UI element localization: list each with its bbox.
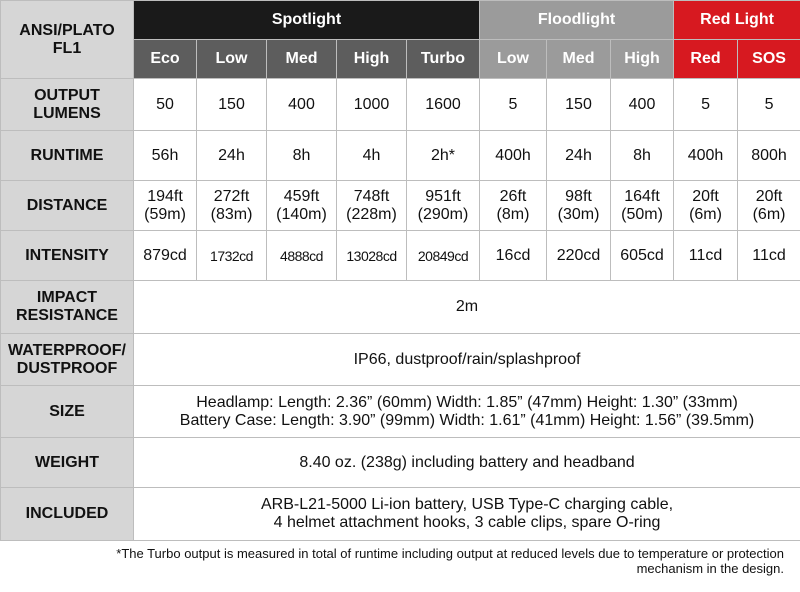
row-label-distance: DISTANCE	[1, 181, 134, 231]
distance-cell	[480, 181, 547, 231]
intensity-cell: 220cd	[547, 231, 611, 281]
waterproof-value: IP66, dustproof/rain/splashproof	[134, 334, 800, 386]
row-label-waterproof-line1: WATERPROOF/	[8, 341, 126, 359]
row-label-output-line2: LUMENS	[33, 104, 101, 122]
distance-ft: 748ft	[353, 187, 390, 205]
output-cell: 400	[611, 79, 674, 131]
output-cell: 5	[674, 79, 738, 131]
row-label-impact-line1: IMPACT	[36, 289, 98, 306]
distance-ft: 98ft	[565, 187, 592, 205]
distance-m: (6m)	[689, 205, 722, 223]
header-group-row	[1, 1, 800, 40]
intensity-cell: 16cd	[480, 231, 547, 281]
output-cell: 150	[197, 79, 267, 131]
distance-ft: 26ft	[499, 187, 527, 205]
standard-label-line2: FL1	[52, 39, 82, 57]
runtime-cell: 24h	[547, 131, 611, 181]
row-label-impact-line2: RESISTANCE	[16, 307, 118, 324]
intensity-cell: 879cd	[134, 231, 197, 281]
impact-value: 2m	[134, 281, 800, 334]
intensity-cell: 13028cd	[337, 231, 407, 281]
intensity-cell: 20849cd	[407, 231, 480, 281]
group-red-light: Red Light	[674, 1, 800, 40]
included-line2: 4 helmet attachment hooks, 3 cable clips, spare O-ring	[273, 514, 661, 531]
distance-ft: 20ft	[755, 187, 783, 205]
group-spotlight: Spotlight	[134, 1, 480, 40]
standard-label	[1, 1, 134, 79]
row-distance	[1, 181, 800, 231]
output-cell: 1600	[407, 79, 480, 131]
intensity-cell: 4888cd	[267, 231, 337, 281]
runtime-cell: 4h	[337, 131, 407, 181]
runtime-cell: 800h	[738, 131, 800, 181]
distance-ft: 272ft	[213, 187, 250, 205]
distance-cell	[738, 181, 800, 231]
distance-cell	[611, 181, 674, 231]
weight-value: 8.40 oz. (238g) including battery and headband	[134, 438, 800, 488]
group-floodlight: Floodlight	[480, 1, 674, 40]
output-cell: 5	[738, 79, 800, 131]
row-label-included: INCLUDED	[1, 488, 134, 541]
distance-cell	[197, 181, 267, 231]
mode-red: Red	[674, 40, 738, 79]
distance-m: (83m)	[210, 205, 253, 223]
intensity-cell: 605cd	[611, 231, 674, 281]
mode-flood-low: Low	[480, 40, 547, 79]
footnote-line2: mechanism in the design.	[636, 561, 784, 576]
distance-m: (140m)	[276, 205, 327, 223]
runtime-cell: 8h	[267, 131, 337, 181]
mode-spot-med: Med	[267, 40, 337, 79]
intensity-cell: 1732cd	[197, 231, 267, 281]
size-value	[134, 386, 800, 438]
mode-sos: SOS	[738, 40, 800, 79]
distance-m: (290m)	[417, 205, 469, 223]
distance-m: (30m)	[557, 205, 600, 223]
row-weight	[1, 438, 800, 488]
row-label-impact	[1, 281, 134, 334]
row-label-size: SIZE	[1, 386, 134, 438]
row-size	[1, 386, 800, 438]
size-headlamp: Headlamp: Length: 2.36” (60mm) Width: 1.85” (47mm) Height: 1.30” (33mm)	[196, 393, 738, 411]
mode-spot-high: High	[337, 40, 407, 79]
mode-flood-med: Med	[547, 40, 611, 79]
runtime-cell: 24h	[197, 131, 267, 181]
mode-eco: Eco	[134, 40, 197, 79]
distance-m: (228m)	[346, 205, 397, 223]
included-value	[134, 488, 800, 541]
row-label-weight: WEIGHT	[1, 438, 134, 488]
distance-m: (59m)	[144, 205, 186, 223]
distance-cell	[337, 181, 407, 231]
mode-flood-high: High	[611, 40, 674, 79]
runtime-cell: 8h	[611, 131, 674, 181]
distance-cell	[267, 181, 337, 231]
distance-cell	[407, 181, 480, 231]
intensity-cell: 11cd	[738, 231, 800, 281]
distance-ft: 164ft	[624, 187, 660, 205]
output-cell: 400	[267, 79, 337, 131]
runtime-cell: 2h*	[407, 131, 480, 181]
row-label-output-line1: OUTPUT	[34, 86, 100, 104]
intensity-cell: 11cd	[674, 231, 738, 281]
distance-cell	[134, 181, 197, 231]
distance-cell	[674, 181, 738, 231]
row-label-intensity: INTENSITY	[1, 231, 134, 281]
turbo-footnote	[0, 541, 790, 576]
row-intensity	[1, 231, 800, 281]
distance-ft: 194ft	[147, 187, 183, 205]
row-impact	[1, 281, 800, 334]
row-runtime	[1, 131, 800, 181]
distance-m: (6m)	[752, 205, 786, 223]
standard-label-line1: ANSI/PLATO	[19, 21, 115, 39]
runtime-cell: 400h	[480, 131, 547, 181]
mode-turbo: Turbo	[407, 40, 480, 79]
included-line1: ARB-L21-5000 Li-ion battery, USB Type-C charging cable,	[260, 496, 674, 513]
output-cell: 5	[480, 79, 547, 131]
row-label-waterproof-line2: DUSTPROOF	[16, 359, 118, 377]
distance-ft: 20ft	[692, 187, 719, 205]
row-included	[1, 488, 800, 541]
distance-ft: 459ft	[283, 187, 320, 205]
row-output	[1, 79, 800, 131]
distance-ft: 951ft	[425, 187, 461, 205]
row-label-output	[1, 79, 134, 131]
row-waterproof	[1, 334, 800, 386]
mode-spot-low: Low	[197, 40, 267, 79]
footnote-line1: *The Turbo output is measured in total of runtime including output at reduced levels due to temperature or protection	[116, 546, 784, 561]
size-battery-case: Battery Case: Length: 3.90” (99mm) Width: 1.61” (41mm) Height: 1.56” (39.5mm)	[179, 411, 755, 429]
output-cell: 1000	[337, 79, 407, 131]
output-cell: 150	[547, 79, 611, 131]
output-cell: 50	[134, 79, 197, 131]
distance-cell	[547, 181, 611, 231]
distance-m: (50m)	[621, 205, 663, 223]
runtime-cell: 400h	[674, 131, 738, 181]
runtime-cell: 56h	[134, 131, 197, 181]
row-label-runtime: RUNTIME	[1, 131, 134, 181]
distance-m: (8m)	[496, 205, 530, 223]
row-label-waterproof	[1, 334, 134, 386]
